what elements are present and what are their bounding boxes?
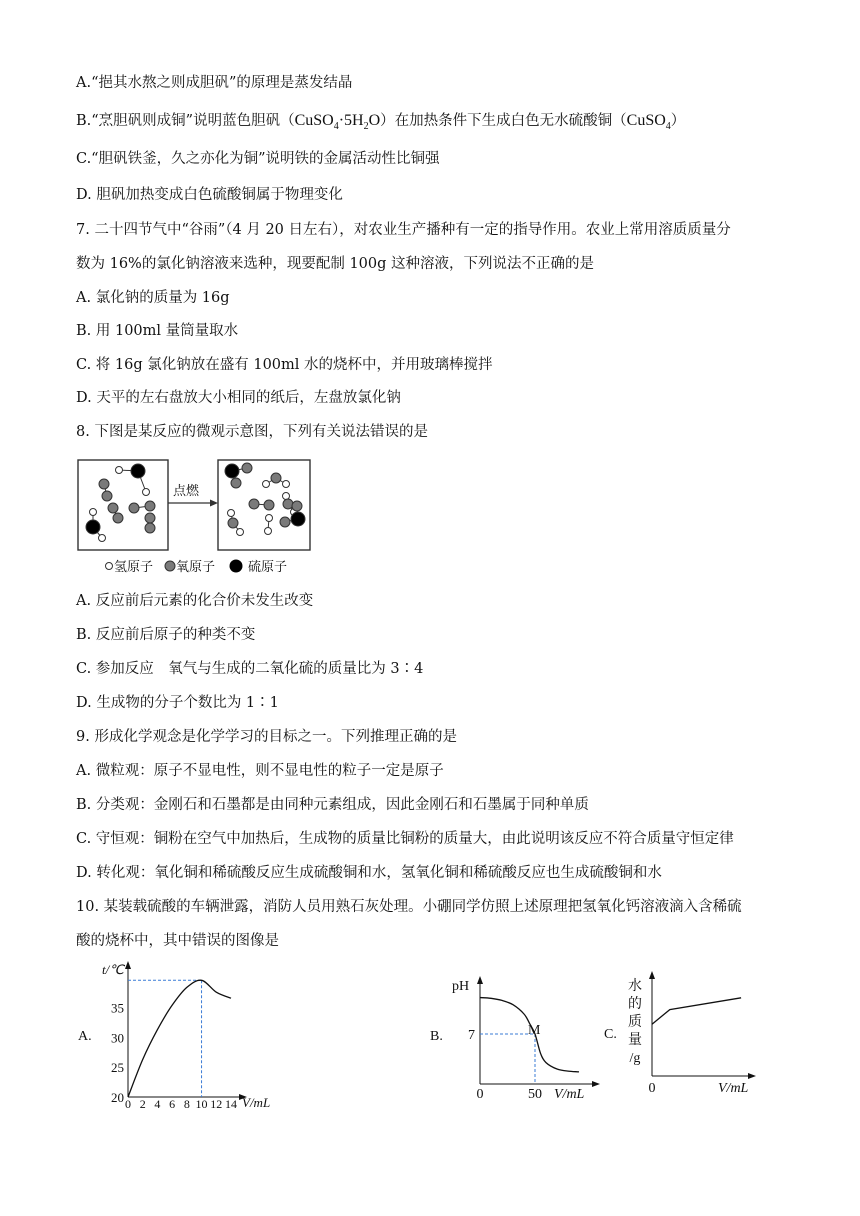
y-axis-label-char: 的	[628, 997, 642, 1012]
q10-stem-line1: 10. 某装载硫酸的车辆泄露，消防人员用熟石灰处理。小硼同学仿照上述原理把氢氧化钙溶液滴入含稀硫	[76, 899, 742, 915]
q9-stem: 9. 形成化学观念是化学学习的目标之一。下列推理正确的是	[76, 729, 457, 745]
q9-option-b: B. 分类观：金刚石和石墨都是由同种元素组成，因此金刚石和石墨属于同种单质	[76, 797, 589, 813]
legend	[106, 560, 288, 576]
series-line	[128, 980, 231, 1097]
q6-option-b-text-2: ）在加热条件下生成白色无水硫酸铜（	[380, 113, 627, 129]
x-tick-label: 0	[125, 1097, 131, 1110]
hydrogen-atom-icon	[106, 563, 113, 570]
y-axis-label-char: 量	[628, 1033, 642, 1048]
y-tick-label: 20	[111, 1090, 124, 1105]
q7-option-b: B. 用 100ml 量筒量取水	[76, 323, 239, 339]
x-axis-label: V/mL	[554, 1087, 585, 1102]
chart-temperature-vs-volume	[74, 958, 284, 1110]
q7-option-d: D. 天平的左右盘放大小相同的纸后，左盘放氯化钠	[76, 390, 401, 406]
y-tick-label: 35	[111, 1000, 124, 1016]
x-axis-label: V/mL	[242, 1095, 271, 1110]
x-axis-arrow-icon	[592, 1081, 600, 1087]
y-axis-label: pH	[452, 979, 470, 994]
molecule-o2	[145, 513, 155, 533]
q9-option-d: D. 转化观：氧化铜和稀硫酸反应生成硫酸铜和水，氢氧化铜和稀硫酸反应也生成硫酸铜和水	[76, 865, 662, 881]
q10-stem-line2: 酸的烧杯中，其中错误的图像是	[76, 933, 279, 949]
molecule-h2o	[228, 510, 244, 536]
q6-option-b-text-1: B.“烹胆矾则成铜”说明蓝色胆矾（	[76, 113, 295, 129]
formula-copper-sulfate: CuSO$_4$	[626, 112, 671, 133]
x-tick-label: 2	[139, 1097, 146, 1110]
q9-option-c: C. 守恒观：铜粉在空气中加热后，生成物的质量比铜粉的质量大，由此说明该反应不符合质量守恒定律	[76, 831, 734, 847]
x-tick-label: 0	[648, 1081, 656, 1096]
y-axis-label	[628, 977, 642, 1066]
y-axis-arrow-icon	[125, 961, 131, 969]
x-tick-label: 14	[224, 1097, 237, 1110]
molecule-h2o	[263, 473, 290, 488]
q6-option-a: A.“挹其水熬之则成胆矾”的原理是蒸发结晶	[76, 75, 353, 91]
y-axis-label-char: 质	[628, 1015, 642, 1030]
series-line	[652, 998, 741, 1024]
y-tick-label: 25	[111, 1060, 124, 1076]
x-tick-label: 6	[169, 1097, 176, 1110]
molecule-so2	[225, 463, 252, 488]
chart-water-mass-vs-volume	[604, 970, 764, 1100]
x-tick-label: 8	[183, 1097, 190, 1110]
x-tick-label: 10	[195, 1097, 208, 1110]
option-label-a: A.	[78, 1029, 92, 1044]
molecule-h2s	[86, 509, 106, 542]
q6-option-b-text-3: ）	[670, 113, 686, 129]
q8-option-b: B. 反应前后原子的种类不变	[76, 627, 256, 643]
x-axis-arrow-icon	[748, 1073, 756, 1079]
y-axis-arrow-icon	[649, 971, 655, 979]
y-tick-label: 30	[111, 1030, 124, 1046]
point-label-m: M	[528, 1023, 541, 1038]
q9-option-a: A. 微粒观：原子不显电性，则不显电性的粒子一定是原子	[76, 763, 444, 779]
chart-ph-vs-volume	[424, 972, 604, 1104]
q7-stem-line1: 7. 二十四节气中“谷雨”（4 月 20 日左右），对农业生产播种有一定的指导作用。农业上常用溶质质量分	[76, 222, 731, 238]
y-axis-label-char: /g	[629, 1051, 641, 1066]
molecule-o2	[249, 499, 274, 510]
q7-option-c: C. 将 16g 氯化钠放在盛有 100ml 水的烧杯中，并用玻璃棒搅拌	[76, 357, 493, 373]
y-tick-label: 7	[468, 1028, 475, 1043]
molecule-o2	[99, 479, 112, 501]
x-tick-label: 4	[154, 1097, 161, 1110]
q8-option-c: C. 参加反应 氧气与生成的二氧化硫的质量比为 3∶4	[76, 661, 424, 677]
sulfur-atom-icon	[230, 560, 243, 573]
oxygen-atom-icon	[165, 561, 175, 571]
molecule-o2	[265, 515, 273, 535]
x-axis-label: V/mL	[718, 1081, 749, 1096]
molecule-h2s	[116, 464, 150, 496]
option-label-c: C.	[604, 1027, 617, 1042]
legend-sulfur: 硫原子	[248, 560, 288, 575]
formula-copper-sulfate-pentahydrate: $CuSO_4\cdot 5H_2O$	[294, 112, 381, 133]
q8-option-a: A. 反应前后元素的化合价未发生改变	[76, 593, 314, 609]
q7-option-a: A. 氯化钠的质量为 16g	[76, 290, 230, 306]
q7-stem-line2: 数为 16%的氯化钠溶液来选种，现要配制 100g 这种溶液，下列说法不正确的是	[76, 256, 595, 272]
y-axis-label: t/℃	[102, 962, 124, 977]
y-axis-label-char: 水	[628, 979, 642, 994]
x-tick-label: 12	[210, 1097, 223, 1110]
arrow-label: 点燃	[173, 484, 200, 499]
molecule-o2	[108, 503, 123, 523]
q8-stem: 8. 下图是某反应的微观示意图，下列有关说法错误的是	[76, 424, 428, 440]
x-tick-label: 50	[528, 1087, 542, 1102]
x-tick-label: 0	[476, 1087, 484, 1102]
arrow-head-icon	[210, 500, 218, 507]
legend-oxygen: 氧原子	[176, 560, 216, 575]
q6-option-c: C.“胆矾铁釜，久之亦化为铜”说明铁的金属活动性比铜强	[76, 151, 440, 167]
q8-option-d: D. 生成物的分子个数比为 1∶1	[76, 695, 279, 711]
q6-option-d: D. 胆矾加热变成白色硫酸铜属于物理变化	[76, 187, 343, 203]
option-label-b: B.	[430, 1029, 443, 1044]
q6-option-b	[76, 111, 685, 137]
legend-hydrogen: 氢原子	[114, 560, 154, 575]
reaction-micro-diagram	[76, 456, 316, 576]
y-axis-arrow-icon	[477, 976, 483, 984]
molecule-o2	[129, 501, 155, 513]
